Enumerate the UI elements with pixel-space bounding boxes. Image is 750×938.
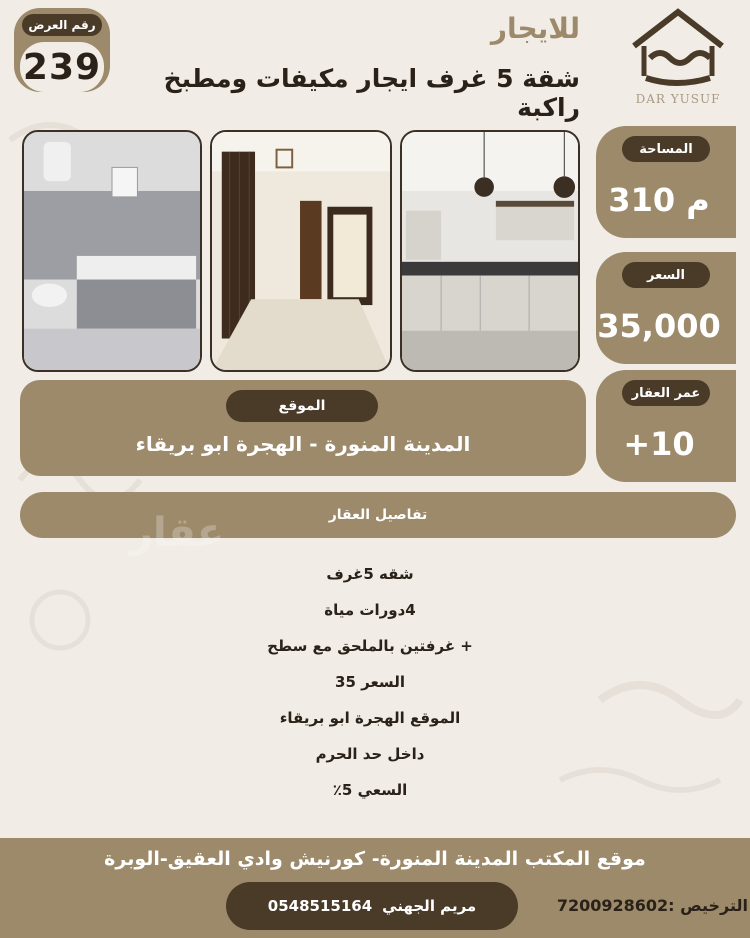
hallway-photo: [210, 130, 392, 372]
dar-yusuf-logo: [616, 6, 740, 106]
license-number: الترخيص :7200928602: [556, 896, 748, 915]
property-age-card: [596, 370, 736, 482]
offer-number-label: رقم العرض: [22, 14, 102, 36]
bathroom-photo: [22, 130, 202, 372]
for-rent-title: للايجار: [490, 12, 580, 45]
area-label: المساحة: [622, 136, 710, 162]
listing-headline: شقة 5 غرف ايجار مكيفات ومطبخ راكبة: [163, 64, 580, 122]
location-value: المدينة المنورة - الهجرة ابو بريقاء: [135, 432, 471, 456]
kitchen-photo: [400, 130, 580, 372]
area-card: [596, 126, 736, 238]
price-value: 35,000: [597, 307, 721, 345]
property-details-list: [150, 556, 590, 808]
agent-name: مريم الجهني: [382, 897, 477, 915]
agent-phone[interactable]: 0548515164: [267, 897, 373, 915]
house-logo-icon: [616, 6, 740, 92]
location-box: [20, 380, 586, 476]
footer: [0, 838, 750, 938]
property-age-value: +10: [623, 425, 695, 463]
details-item: السعر 35: [335, 673, 405, 691]
office-location: موقع المكتب المدينة المنورة- كورنيش وادي العقيق-الوبرة: [104, 848, 646, 870]
logo-text: DAR YUSUF: [635, 92, 721, 106]
area-value: 310 م: [608, 181, 710, 219]
location-label: الموقع: [226, 390, 378, 422]
details-item: الموقع الهجرة ابو بريقاء: [279, 709, 461, 727]
offer-number-value: 239: [20, 42, 104, 92]
aqar-watermark: عقار: [130, 510, 225, 556]
offer-number-badge: [14, 8, 110, 92]
price-label: السعر: [622, 262, 710, 288]
property-details-heading: تفاصيل العقار: [20, 492, 736, 538]
details-item: 4دورات مياة: [324, 601, 416, 619]
details-item: السعي 5٪: [332, 781, 408, 799]
price-card: [596, 252, 736, 364]
property-age-label: عمر العقار: [622, 380, 710, 406]
agent-contact[interactable]: [226, 882, 518, 930]
details-item: شقه 5غرف: [326, 565, 414, 583]
details-item: داخل حد الحرم: [315, 745, 425, 763]
details-item: + غرفتين بالملحق مع سطح: [267, 637, 473, 655]
